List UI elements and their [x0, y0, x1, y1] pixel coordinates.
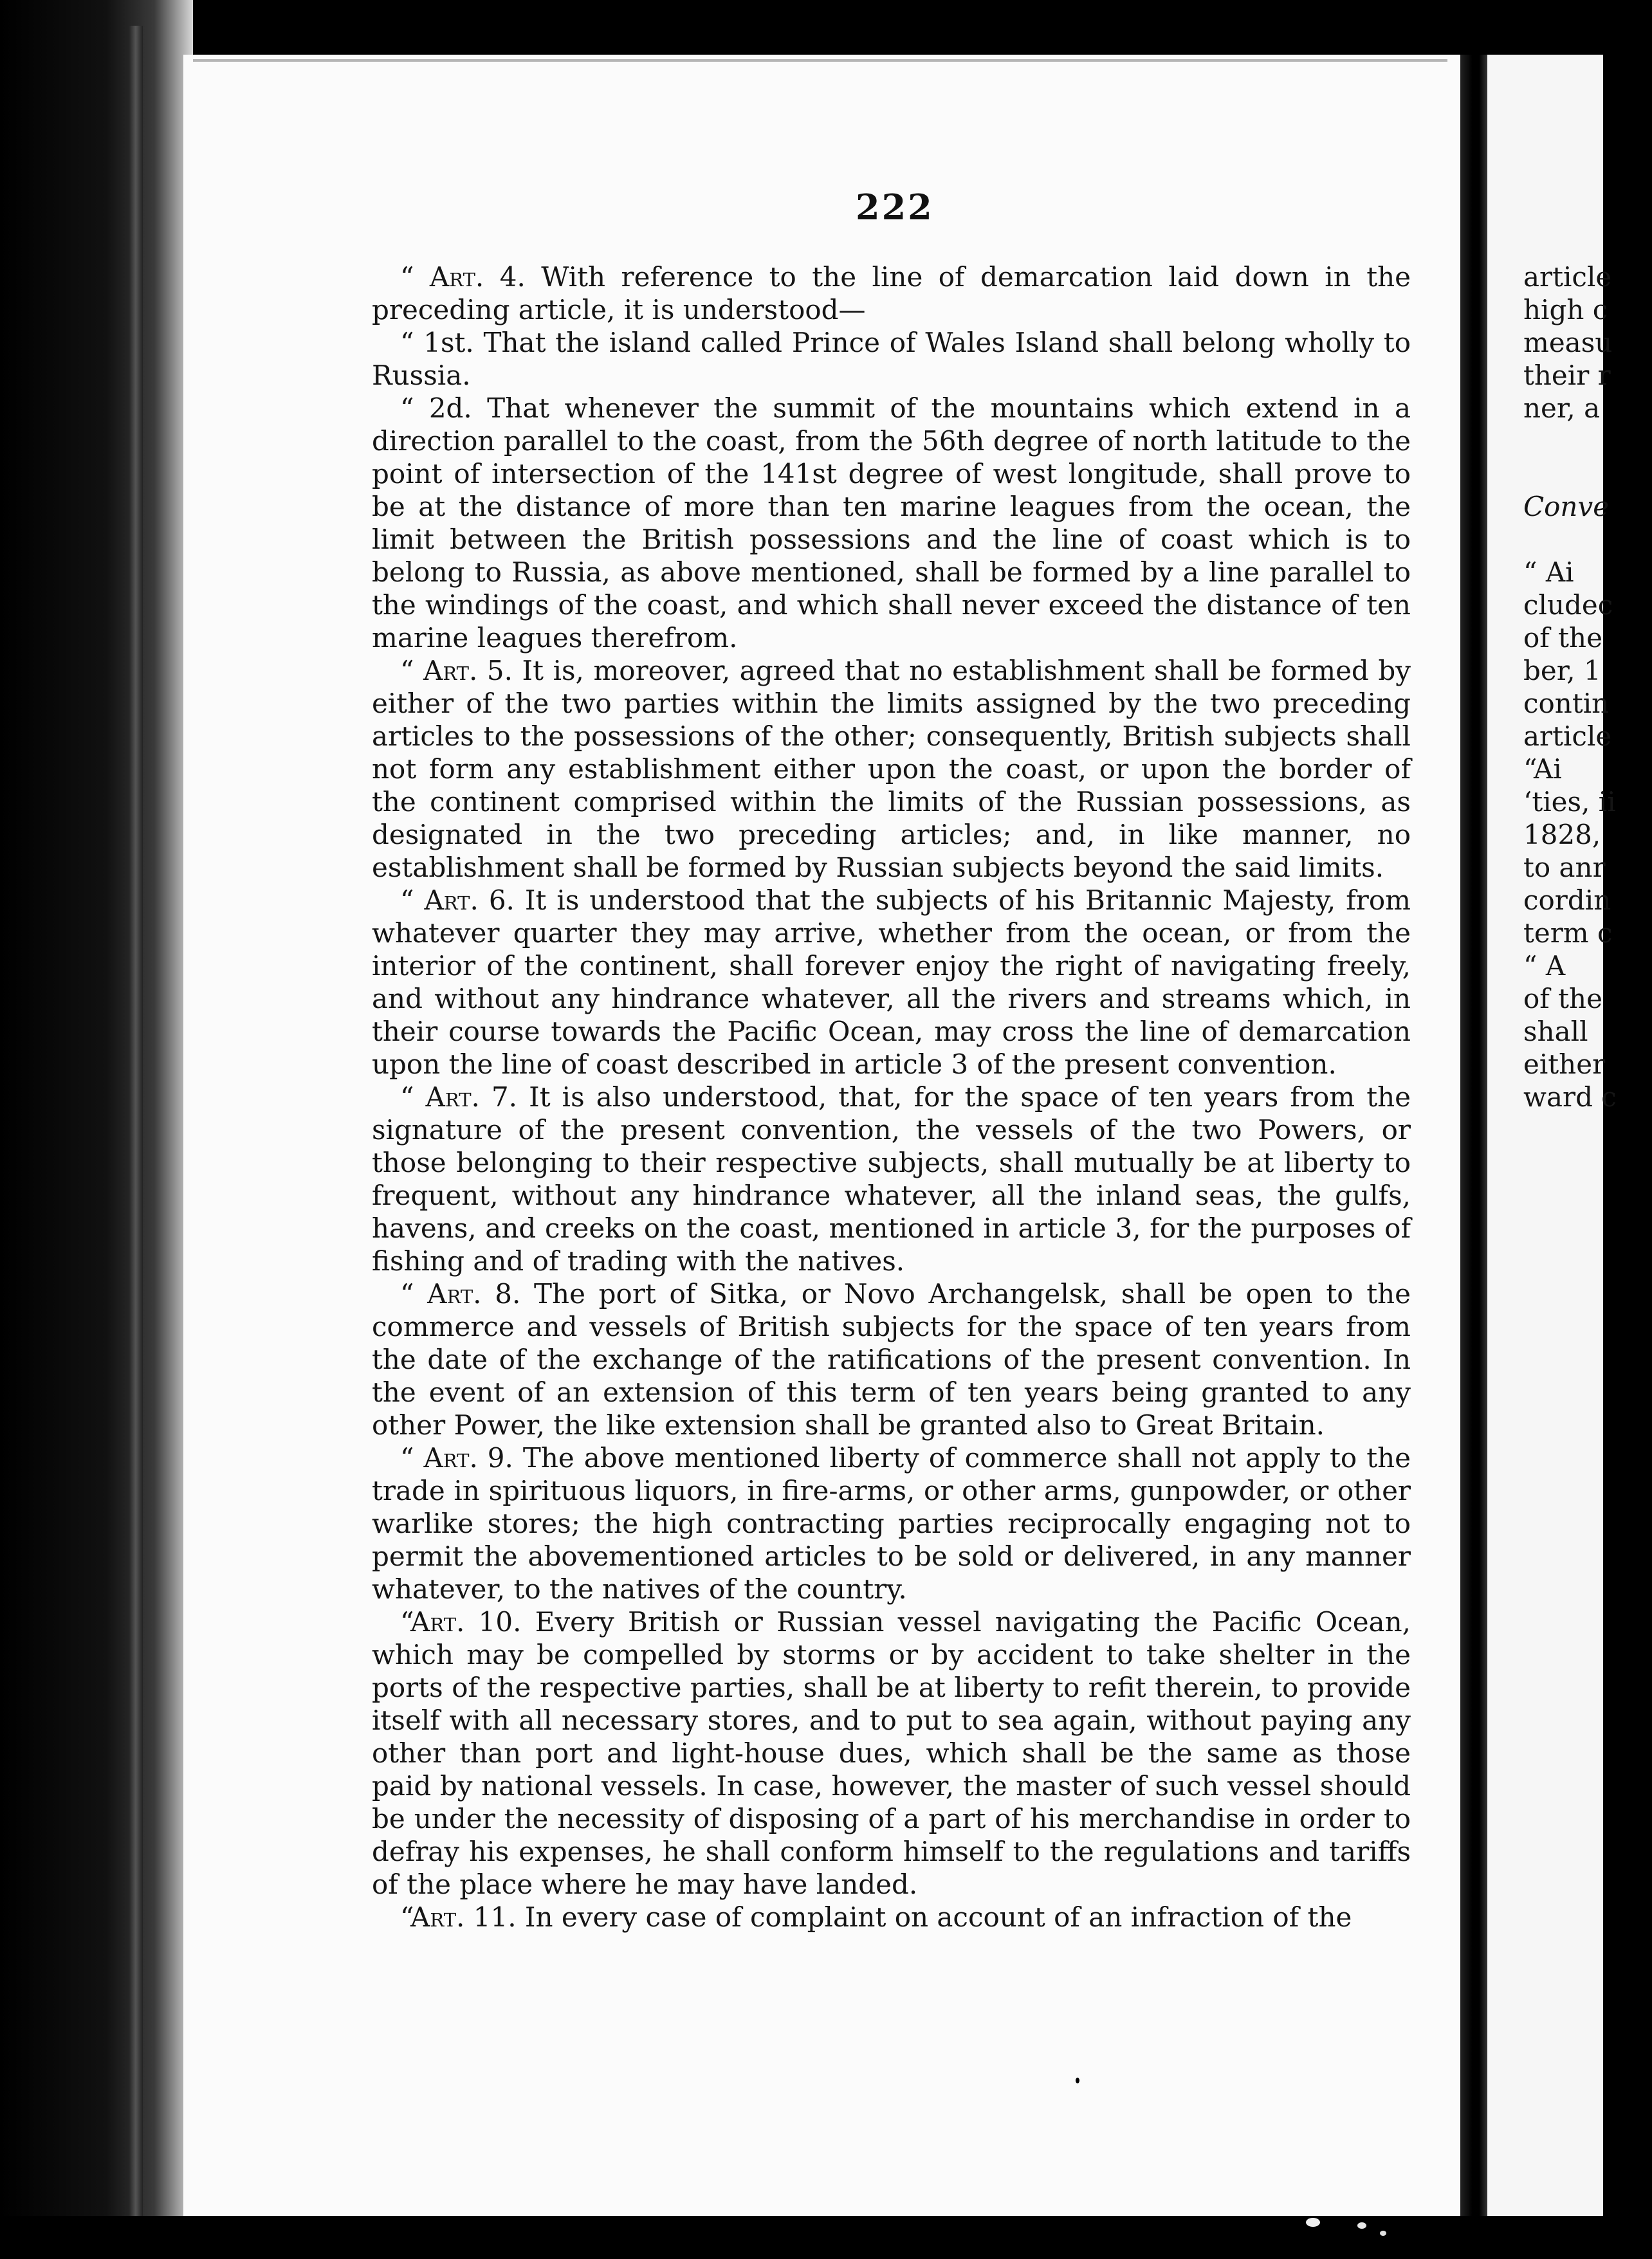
facing-page-line: to anr [1523, 852, 1606, 883]
facing-page-text [1523, 261, 1652, 1113]
paragraph [372, 1441, 1411, 1605]
paragraph-lead: “ Art. 6. [400, 884, 515, 916]
facing-page-line: contin [1523, 688, 1610, 719]
facing-page-line: shall [1523, 1016, 1588, 1047]
paragraph-lead: “Art. 11. [400, 1901, 517, 1933]
facing-page-line: measu [1523, 327, 1613, 358]
facing-page-line: cordin [1523, 884, 1611, 916]
facing-page-line: ner, a [1523, 392, 1601, 424]
facing-page-line: “ A [1523, 950, 1566, 982]
paragraph-text: It is also understood, that, for the space of ten years from the signature of the present convention, the vessels of the two Powers, or those belonging to their respective subjects, shall mutually be at liberty to frequent, without any hindrance whatever, all the inland seas, the gulfs, havens, and creeks on the coast, mentioned in article 3, for the purposes of fishing and of trading with the natives. [372, 1081, 1411, 1277]
paragraph-text: That whenever the summit of the mountains which extend in a direction parallel to the coast, from the 56th degree of north latitude to the point of intersection of the 141st degree of west longitude, shall prove to be at the distance of more than ten marine leagues from the ocean, the limit between the British possessions and the line of coast which is to belong to Russia, as above mentioned, shall be formed by a line parallel to the windings of the coast, and which shall never exceed the distance of ten marine leagues therefrom. [372, 392, 1411, 654]
facing-page-line: their r [1523, 360, 1611, 391]
facing-page-line: ber, 1 [1523, 655, 1601, 686]
paragraph-lead: “Art. 10. [400, 1606, 522, 1638]
page-top-edge [193, 59, 1447, 62]
paragraph-text: The above mentioned liberty of commerce shall not apply to the trade in spirituous liquors, in fire-arms, or other arms, gunpowder, or other warlike stores; the high contracting parties reciprocally engaging not to permit the abovementioned articles to be sold or delivered, in any manner whatever, to the natives of the country. [372, 1442, 1411, 1605]
paragraph [372, 392, 1411, 654]
paragraph [372, 1901, 1411, 1934]
facing-page-line: 1828, [1523, 819, 1601, 850]
facing-page-line: “Ai [1523, 753, 1562, 785]
paragraph-lead: “ 1st. [400, 327, 474, 358]
paragraph [372, 654, 1411, 884]
paragraph-text: It is, moreover, agreed that no establishment shall be formed by either of the two parties within the limits assigned by the two preceding articles to the possessions of the other; consequently, British subjects shall not form any establishment either upon the coast, or upon the border of the continent comprised within the limits of the Russian possessions, as designated in the two preceding articles; and, in like manner, no establishment shall be formed by Russian subjects beyond the said limits. [372, 655, 1411, 883]
facing-page-line: “ Ai [1523, 556, 1574, 588]
paragraph-lead: “ Art. 7. [400, 1081, 518, 1113]
paragraph-lead: “ Art. 9. [400, 1442, 513, 1474]
paragraph-text: Every British or Russian vessel navigating the Pacific Ocean, which may be compelled by storms or by accident to take shelter in the ports of the respective parties, shall be at liberty to refit therein, to provide itself with all necessary stores, and to put to sea again, without paying any other than port and light-house dues, which shall be the same as those paid by national vessels. In case, however, the master of such vessel should be under the necessity of disposing of a part of his merchandise in order to defray his expenses, he shall conform himself to the regulations and tariffs of the place where he may have landed. [372, 1606, 1411, 1900]
paragraph [372, 1081, 1411, 1277]
facing-page-line: ‘ties, ii [1523, 786, 1616, 818]
page-number: 222 [856, 187, 934, 228]
book-gutter [1460, 55, 1487, 2216]
facing-page-line [1523, 425, 1652, 457]
facing-page-line: of the [1523, 622, 1602, 654]
scan-artifact [1306, 2218, 1320, 2227]
paragraph [372, 1605, 1411, 1901]
paragraph-lead: “ 2d. [400, 392, 472, 424]
paragraph [372, 1277, 1411, 1441]
paragraph-lead: “ Art. 4. [400, 261, 526, 293]
scan-artifact [1357, 2222, 1366, 2229]
facing-page-line: Conve [1523, 491, 1610, 522]
ink-speck [1076, 2078, 1079, 2083]
facing-page-line: cludec [1523, 589, 1613, 621]
paragraph [372, 884, 1411, 1081]
facing-page-line [1523, 523, 1652, 556]
paragraph-text: That the island called Prince of Wales Island shall belong wholly to Russia. [372, 327, 1411, 391]
treaty-text [372, 261, 1411, 1934]
paragraph [372, 261, 1411, 326]
paragraph-text: It is understood that the subjects of his Britannic Majesty, from whatever quarter they may arrive, whether from the ocean, or from the interior of the continent, shall forever enjoy the right of navigating freely, and without any hindrance whatever, all the rivers and streams which, in their course towards the Pacific Ocean, may cross the line of demarcation upon the line of coast described in article 3 of the present convention. [372, 884, 1411, 1080]
facing-page-line: of the [1523, 983, 1602, 1014]
scan-artifact [1380, 2231, 1386, 2236]
previous-page-edge [129, 26, 143, 2226]
paragraph [372, 326, 1411, 392]
facing-page-line: article [1523, 261, 1612, 293]
facing-page-line: term c [1523, 917, 1613, 949]
paragraph-text: With reference to the line of demarcation laid down in the preceding article, it is understood— [372, 261, 1411, 325]
paragraph-lead: “ Art. 5. [400, 655, 513, 686]
facing-page-line: ward c [1523, 1081, 1617, 1113]
facing-page-line: article [1523, 720, 1612, 752]
paragraph-text: The port of Sitka, or Novo Archangelsk, shall be open to the commerce and vessels of British subjects for the space of ten years from the date of the exchange of the ratifications of the present convention. In the event of an extension of this term of ten years being granted to any other Power, the like extension shall be granted also to Great Britain. [372, 1278, 1411, 1441]
facing-page-line: high c [1523, 294, 1608, 325]
facing-page-line: either [1523, 1048, 1606, 1080]
paragraph-lead: “ Art. 8. [400, 1278, 521, 1310]
facing-page-line [1523, 457, 1652, 490]
paragraph-text: In every case of complaint on account of an infraction of the [516, 1901, 1352, 1933]
binding-shadow [0, 0, 193, 2259]
